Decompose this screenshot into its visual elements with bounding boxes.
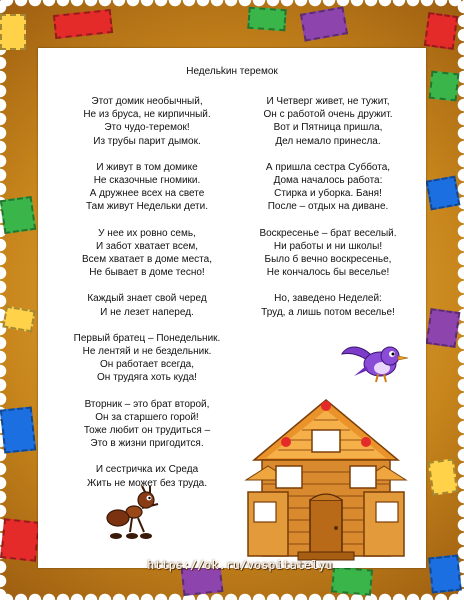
wooden-house-illustration bbox=[238, 396, 414, 566]
poem-line: Труд, а лишь потом веселье! bbox=[261, 306, 395, 318]
perforation-left bbox=[0, 0, 10, 600]
poem-line: Вот и Пятница пришла, bbox=[273, 122, 383, 134]
poem-line: Но, заведено Неделей: bbox=[274, 293, 382, 305]
poem-line: И Четверг живет, не тужит, bbox=[266, 96, 390, 107]
bird-illustration bbox=[340, 336, 410, 386]
poem-stanza bbox=[244, 292, 412, 318]
poem-column-left bbox=[52, 95, 242, 503]
poem-line: Не кончалось бы веселье! bbox=[266, 267, 390, 279]
poem-stanza bbox=[52, 398, 242, 451]
patch-yellow-right bbox=[428, 458, 458, 495]
poem-line: Дома началось работа: bbox=[273, 175, 383, 187]
poem-line: И забот хватает всем, bbox=[95, 240, 199, 252]
poem-stanza bbox=[52, 332, 242, 385]
poem-stanza bbox=[52, 95, 242, 148]
ant-illustration bbox=[102, 482, 166, 542]
poem-line: А дружнее всех на свете bbox=[89, 188, 205, 200]
poem-stanza bbox=[244, 227, 412, 280]
poem-line: У нее их ровно семь, bbox=[98, 227, 196, 239]
poem-line: Он работает всегда, bbox=[99, 359, 195, 371]
poem-line: Всем хватает в доме места, bbox=[82, 254, 212, 266]
patch-green-right bbox=[429, 71, 460, 102]
patch-red-topright bbox=[424, 12, 458, 50]
poem-stanza bbox=[244, 161, 412, 214]
poem-line: Воскресенье – брат веселый. bbox=[259, 227, 397, 239]
poem-line: Ни работы и ни школы! bbox=[273, 240, 383, 252]
poem-line: Там живут Недельки дети. bbox=[85, 201, 209, 213]
patch-green-top bbox=[247, 7, 286, 32]
poem-line: И сестричка их Среда bbox=[95, 464, 199, 476]
patch-yellow-topleft bbox=[0, 14, 26, 50]
poem-line: Тоже любит он трудиться – bbox=[83, 425, 211, 437]
poem-line: Было б вечно воскресенье, bbox=[264, 254, 392, 266]
poem-line: Не бывает в доме тесно! bbox=[89, 267, 205, 279]
poem-line: Не сказочные гномики. bbox=[93, 175, 201, 187]
poem-line: Это в жизни пригодится. bbox=[90, 438, 204, 450]
poem-line: Он за старшего горой! bbox=[95, 411, 199, 423]
poem-line: Каждый знает свой черед bbox=[87, 293, 207, 305]
patch-blue-bottomright bbox=[428, 555, 462, 594]
perforation-bottom bbox=[0, 590, 464, 600]
patch-blue-right bbox=[426, 176, 461, 211]
poem-line: Это чудо-теремок! bbox=[104, 122, 190, 134]
poem-line: Стирка и уборка. Баня! bbox=[274, 188, 382, 200]
poem-stanza bbox=[244, 95, 412, 148]
source-url: https://ok.ru/vospitatelyu bbox=[147, 558, 333, 572]
poem-line: Не лентяй и не бездельник. bbox=[82, 346, 212, 358]
perforation-top bbox=[0, 0, 464, 10]
poem-line: Вторник – это брат второй, bbox=[84, 398, 210, 410]
patch-purple-right bbox=[426, 308, 461, 348]
poem-line: Первый братец – Понедельник. bbox=[73, 332, 221, 344]
patch-red-bottomleft bbox=[0, 518, 40, 562]
poem-line: Не из бруса, не кирпичный. bbox=[83, 109, 211, 121]
poem-stanza bbox=[52, 292, 242, 318]
poem-title: Недельkин теремок bbox=[186, 66, 278, 77]
poem-column-right bbox=[244, 95, 412, 332]
poem-line: Из трубы парит дымок. bbox=[93, 135, 201, 147]
poem-line: После – отдых на диване. bbox=[267, 201, 389, 213]
poem-line: Жить не может без труда. bbox=[86, 477, 208, 489]
poem-line: И живут в том домике bbox=[96, 161, 198, 173]
poem-line: Он с работой очень дружит. bbox=[263, 109, 393, 121]
poem-line: И не лезет наперед. bbox=[100, 306, 194, 318]
poem-stanza bbox=[52, 161, 242, 214]
poem-line: А пришла сестра Суббота, bbox=[265, 161, 391, 173]
patch-blue-left bbox=[0, 406, 36, 453]
poem-line: Этот домик необычный, bbox=[91, 96, 203, 107]
patch-green-left bbox=[0, 196, 36, 234]
poem-line: Дел немало принесла. bbox=[275, 135, 381, 147]
poem-line: Он трудяга хоть куда! bbox=[97, 372, 197, 384]
poem-stanza bbox=[52, 227, 242, 280]
